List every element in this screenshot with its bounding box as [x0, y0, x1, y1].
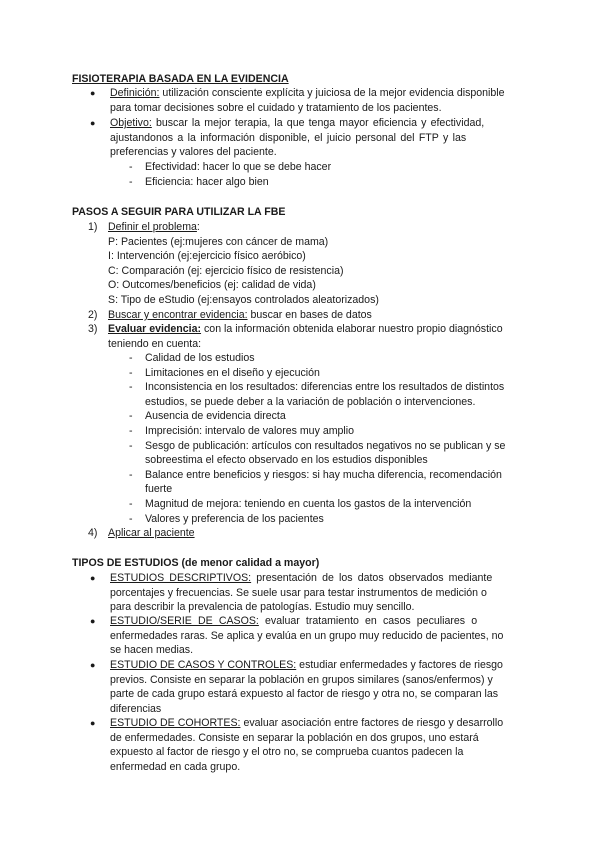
objetivo-label: Objetivo:	[110, 117, 152, 129]
objetivo-line: preferencias y valores del paciente.	[110, 146, 277, 159]
dash-icon: -	[129, 366, 133, 379]
dash-icon: -	[129, 424, 133, 437]
step3-item: fuerte	[145, 483, 173, 496]
step3-line: teniendo en cuenta:	[108, 337, 202, 350]
section2-title	[72, 205, 285, 220]
step3-item: Imprecisión: intervalo de valores muy amplio	[145, 424, 355, 437]
step-2	[88, 308, 372, 323]
pico-item: O: Outcomes/beneficios (ej: calidad de vida)	[108, 279, 316, 292]
step1-suffix: :	[196, 221, 200, 233]
dash-icon: -	[129, 161, 133, 173]
step-number: 3)	[88, 323, 98, 335]
step-number: 2)	[88, 309, 98, 321]
step-number: 1)	[88, 221, 98, 233]
section2-title-text: PASOS A SEGUIR PARA UTILIZAR LA FBE	[72, 206, 286, 218]
study-label: ESTUDIO DE COHORTES:	[110, 717, 241, 729]
objetivo-line: ajustandonos a la información disponible, el juicio personal del FTP y las	[110, 131, 467, 144]
study-line: presentación de los datos observados mediante	[256, 572, 493, 584]
dash-icon: -	[129, 410, 133, 423]
study-line: diferencias	[110, 702, 162, 715]
step3-line: con la información obtenida elaborar nuestro propio diagnóstico	[204, 323, 503, 335]
pico-item: S: Tipo de eStudio (ej:ensayos controlados aleatorizados)	[108, 293, 379, 306]
dash-icon: -	[129, 497, 133, 510]
definicion-line: para tomar decisiones sobre el cuidado y tratamiento de los pacientes.	[110, 101, 442, 114]
step2-label: Buscar y encontrar evidencia:	[108, 309, 248, 321]
study-descriptivos	[90, 571, 528, 615]
study-label: ESTUDIO DE CASOS Y CONTROLES:	[110, 659, 297, 671]
study-line: parte de cada grupo estará expuesto al factor de riesgo y otra no, se comparan las	[110, 688, 499, 701]
study-line: expuesto al factor de riesgo y el otro no, se comprueba cuantos padecen la	[110, 746, 464, 759]
study-line: evaluar asociación entre factores de riesgo y desarrollo	[243, 717, 504, 729]
bullet-icon: ●	[90, 616, 96, 626]
dash-icon: -	[129, 175, 133, 188]
dash-icon: -	[129, 468, 133, 481]
objetivo-line: buscar la mejor terapia, la que tenga mayor eficiencia y efectividad,	[155, 117, 485, 129]
study-label: ESTUDIO/SERIE DE CASOS:	[110, 615, 259, 627]
step3-item: Inconsistencia en los resultados: diferencias entre los resultados de distintos	[145, 381, 505, 394]
dash-icon: -	[129, 512, 133, 525]
pico-item: P: Pacientes (ej:mujeres con cáncer de mama)	[108, 235, 329, 248]
step3-item: Sesgo de publicación: artículos con resultados negativos no se publican y se	[145, 439, 506, 452]
step3-item: estudios, se puede deber a la variación de población o intervenciones.	[145, 395, 476, 408]
section1-title-text: FISIOTERAPIA BASADA EN LA EVIDENCIA	[72, 73, 289, 85]
subitem: Efectividad: hacer lo que se debe hacer	[145, 161, 332, 173]
study-casos-controles	[90, 658, 528, 716]
pico-item: C: Comparación (ej: ejercicio físico de resistencia)	[108, 264, 344, 277]
step-4	[88, 526, 195, 541]
dash-icon: -	[129, 381, 133, 394]
bullet-icon: ●	[90, 118, 96, 128]
study-line: evaluar tratamiento en casos peculiares o	[265, 615, 478, 627]
step3-item: Limitaciones en el diseño y ejecución	[145, 366, 320, 379]
step3-item: Valores y preferencia de los pacientes	[145, 512, 324, 525]
study-line: se hacen medias.	[110, 644, 194, 657]
study-cohortes	[90, 716, 528, 774]
bullet-icon: ●	[90, 573, 96, 583]
section1-bullet-objetivo	[90, 116, 527, 160]
dash-icon: -	[129, 352, 133, 364]
step-1	[88, 220, 379, 308]
study-line: previos. Consiste en separar la población en grupos similares (sanos/enfermos) y	[110, 673, 493, 686]
study-line: de enfermedades. Consiste en separar la población en dos grupos, uno estará	[110, 731, 479, 744]
bullet-icon: ●	[90, 88, 96, 98]
step2-text: buscar en bases de datos	[250, 309, 372, 321]
section1-subitems	[129, 160, 332, 189]
subitem: Eficiencia: hacer algo bien	[145, 175, 269, 188]
dash-icon: -	[129, 439, 133, 452]
pico-item: I: Intervención (ej:ejercicio físico aeróbico)	[108, 250, 306, 263]
step3-item: Calidad de los estudios	[145, 352, 255, 364]
study-line: estudiar enfermedades y factores de riesgo	[299, 659, 503, 671]
study-label: ESTUDIOS DESCRIPTIVOS:	[110, 572, 252, 584]
study-line: para describir la prevalencia de patologías. Estudio muy sencillo.	[110, 601, 415, 614]
bullet-icon: ●	[90, 718, 96, 728]
step3-items	[129, 351, 528, 526]
step3-item: Magnitud de mejora: teniendo en cuenta los gastos de la intervención	[145, 497, 472, 510]
step3-item: Ausencia de evidencia directa	[145, 410, 286, 423]
section3-title	[72, 556, 319, 571]
study-line: enfermedad en cada grupo.	[110, 760, 241, 773]
step3-item: sobreestima el efecto observado en los estudios disponibles	[145, 454, 428, 467]
definicion-label: Definición:	[110, 87, 160, 99]
step3-item: Balance entre beneficios y riesgos: si hay mucha diferencia, recomendación	[145, 468, 502, 481]
definicion-line: utilización consciente explícita y juiciosa de la mejor evidencia disponible	[162, 87, 505, 99]
study-line: porcentajes y frecuencias. Se suele usar para testar instrumentos de medición o	[110, 586, 487, 599]
step4-label: Aplicar al paciente	[108, 527, 195, 539]
study-line: enfermedades raras. Se aplica y evalúa en un grupo muy reducido de pacientes, no	[110, 629, 504, 642]
study-serie-casos	[90, 614, 528, 658]
step1-label: Definir el problema	[108, 221, 197, 233]
step-number: 4)	[88, 527, 98, 539]
bullet-icon: ●	[90, 660, 96, 670]
section1-title	[72, 72, 289, 87]
section3-title-text: TIPOS DE ESTUDIOS (de menor calidad a mayor)	[72, 557, 320, 569]
step3-label: Evaluar evidencia:	[108, 323, 202, 335]
step-3	[88, 322, 527, 351]
section1-bullet-definicion	[90, 86, 527, 115]
